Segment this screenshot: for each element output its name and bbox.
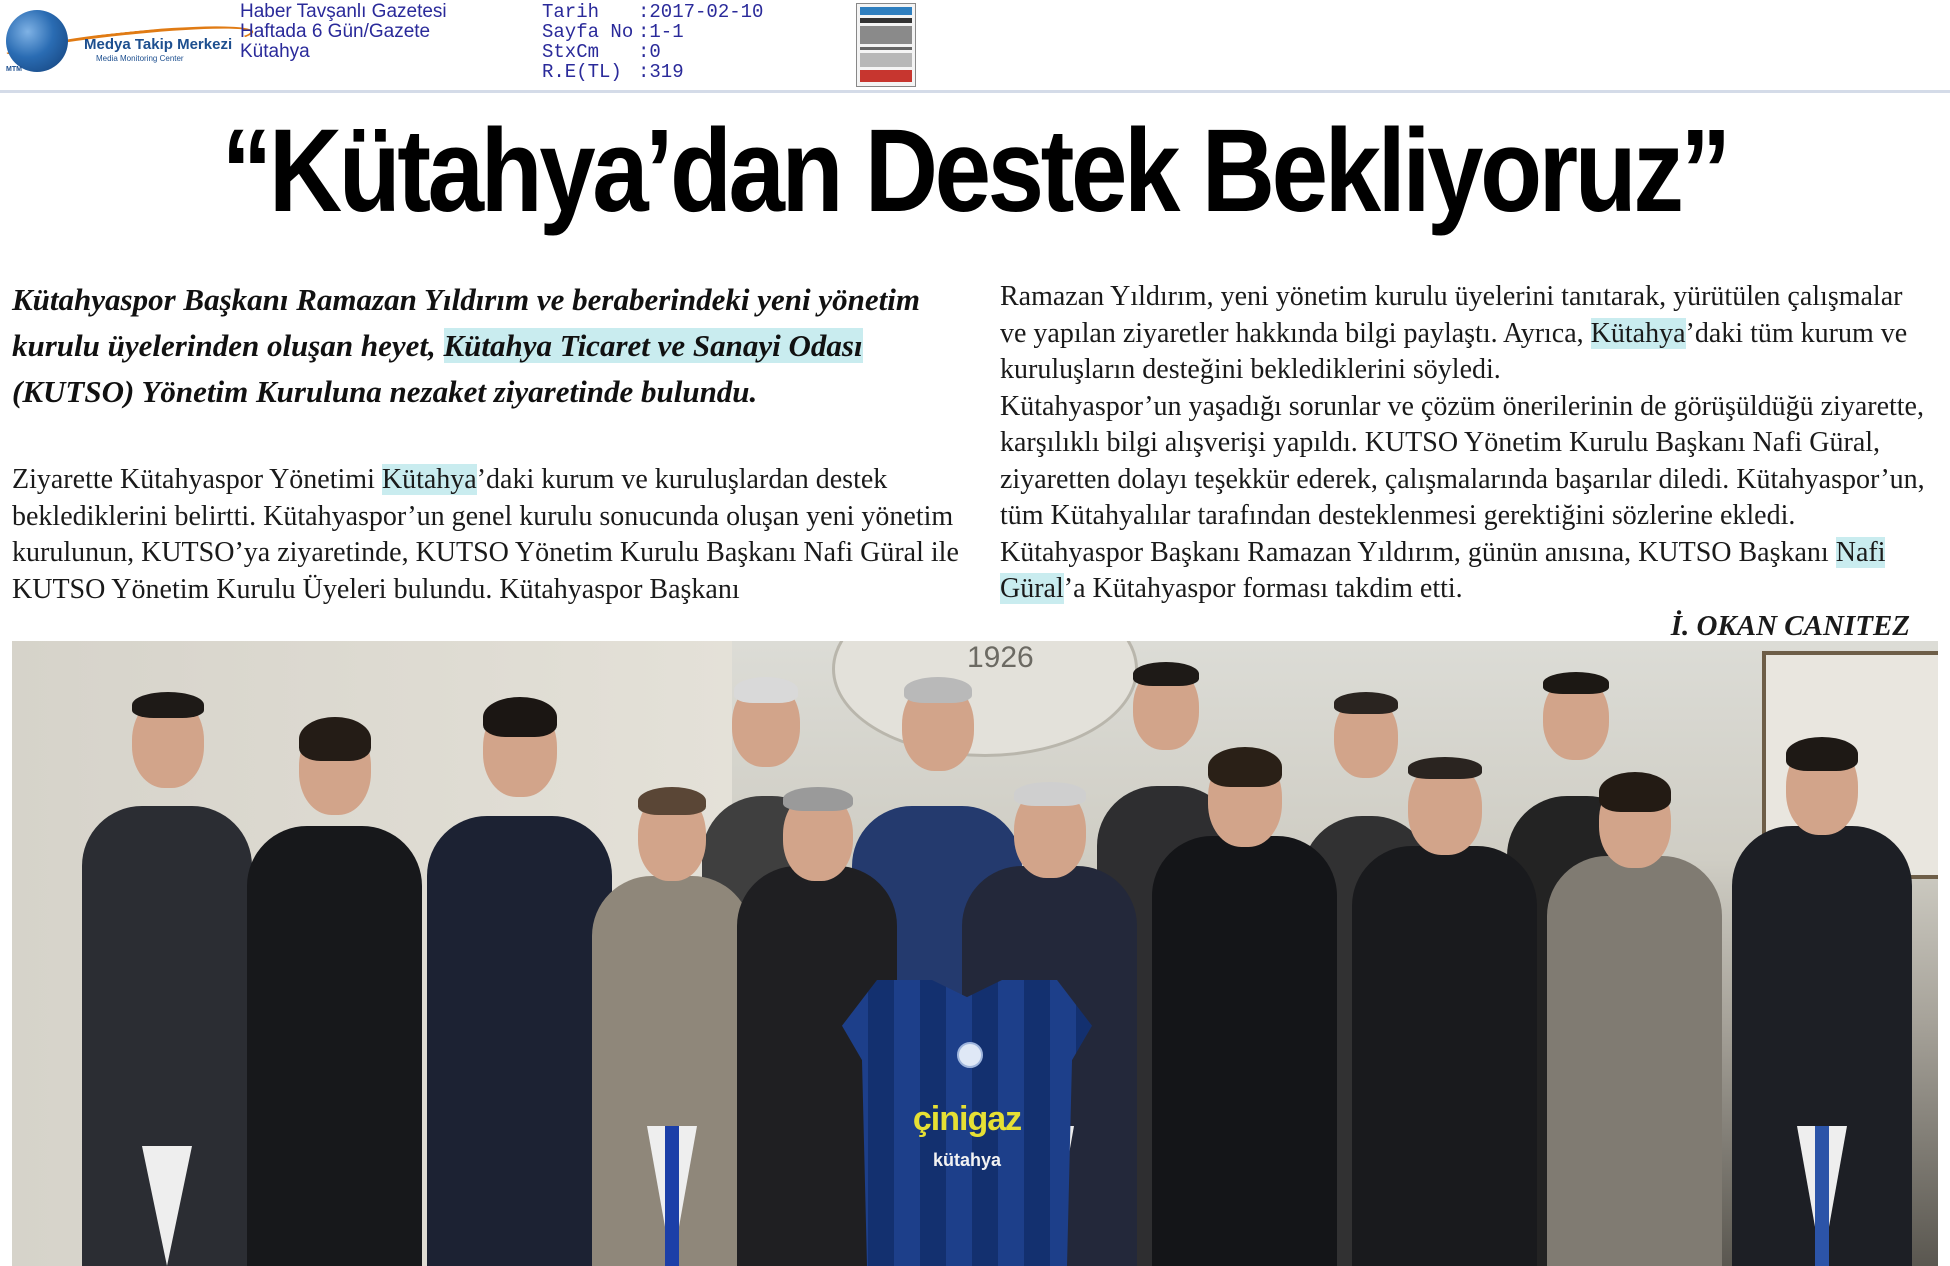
person-hair: [1599, 772, 1671, 812]
person-hair: [904, 677, 972, 703]
person-hair: [638, 787, 706, 815]
meta-date: [542, 2, 763, 22]
person-suit: [1152, 836, 1337, 1266]
photo-person: [592, 791, 752, 1266]
meta-value: :0: [638, 41, 661, 63]
person-suit: [1547, 856, 1722, 1266]
person-hair: [783, 787, 853, 811]
person-tie: [665, 1126, 679, 1266]
body-paragraph: [1000, 279, 1930, 389]
meta-key: StxCm: [542, 41, 600, 63]
photo-person: [1732, 741, 1912, 1266]
person-hair: [1543, 672, 1609, 694]
meta-key: Sayfa No: [542, 21, 634, 43]
source-info: [240, 2, 447, 62]
jersey-club-badge-icon: [957, 1042, 983, 1068]
body-text: Kütahyaspor’un yaşadığı sorunlar ve çözüm önerilerinin de görüşüldüğü ziyarette, karşılıklı bilgi alışverişi yapıldı. KUTSO Yönetim Kurulu Başkanı Nafi Güral, ziyaretten dolayı teşekkür ederek, çalışmalarında başarılar diledi. Kütahyaspor’un, tüm Kütahyalılar tarafından desteklenmesi gerektiğini sözlerine ekledi. Kütahyaspor Başkanı Ramazan Yıldırım, günün anısına, KUTSO Başkanı: [1000, 390, 1925, 568]
article-headline: [0, 96, 1950, 246]
source-frequency: Haftada 6 Gün/Gazete: [240, 21, 431, 42]
body-text: ’daki kurum ve kuruluşlardan destek beklediklerini belirtti. Kütahyaspor’un genel kurulu sonucunda oluşan yeni yönetim kurulunun, KUTSO’ya ziyaretinde, KUTSO Yönetim Kurulu Başkanı Nafi Güral ile KUTSO Yönetim Kurulu Üyeleri bulundu. Kütahyaspor Başkanı: [12, 464, 959, 605]
meta-value: :319: [638, 61, 684, 83]
body-text: ’daki tüm kurum ve kuruluşların desteğini beklediklerini söyledi.: [1000, 317, 1908, 385]
person-tie: [1815, 1126, 1829, 1266]
thumb-line: [860, 18, 912, 23]
person-hair: [132, 692, 204, 718]
photo-person: [1547, 776, 1722, 1266]
person-suit: [1352, 846, 1537, 1266]
thumb-line: [860, 47, 912, 50]
lead-text: Kütahyaspor Başkanı Ramazan Yıldırım ve beraberindeki yeni yönetim kurulu üyelerinden oluşan heyet,: [12, 282, 920, 363]
meta-stxcm: [542, 42, 763, 62]
photo-person: [82, 696, 252, 1266]
person-hair: [299, 717, 371, 761]
thumb-photo: [860, 26, 912, 44]
logo-subtitle: Media Monitoring Center: [96, 54, 184, 63]
photo-seal-year: 1926: [967, 641, 1034, 674]
meta-key: R.E(TL): [542, 61, 622, 83]
meta-value: :1-1: [638, 21, 684, 43]
thumb-masthead: [860, 7, 912, 15]
jersey-city: kütahya: [932, 1150, 1002, 1170]
person-hair: [1786, 737, 1858, 771]
source-city: Kütahya: [240, 41, 310, 62]
person-hair: [483, 697, 557, 737]
source-name: Haber Tavşanlı Gazetesi: [240, 1, 447, 22]
body-text: Ramazan Yıldırım, yeni yönetim kurulu üyelerini tanıtarak, yürütülen çalışmalar ve yapılan ziyaretler hakkında bilgi paylaştı. Ayrıca,: [1000, 281, 1903, 349]
article-column-left: [12, 462, 962, 608]
article-column-right: [1000, 279, 1930, 644]
newspaper-page-thumbnail[interactable]: [856, 3, 916, 87]
lead-text: (KUTSO) Yönetim Kuruluna nezaket ziyaretinde bulundu.: [12, 374, 758, 409]
mtm-logo: [4, 6, 236, 76]
clipping-header: [0, 0, 1950, 94]
article-lead: [12, 277, 962, 415]
photo-person: [427, 701, 612, 1266]
thumb-ad: [860, 70, 912, 82]
logo-name: Medya Takip Merkezi: [84, 36, 233, 53]
photo-person: [1152, 751, 1337, 1266]
body-text: ’a Kütahyaspor forması takdim etti.: [1063, 573, 1463, 604]
thumb-text: [860, 53, 912, 67]
person-suit: [427, 816, 612, 1266]
logo-mark: MTM: [6, 66, 22, 73]
person-hair: [734, 677, 798, 703]
person-hair: [1208, 747, 1282, 787]
body-text: Ziyarette Kütahyaspor Yönetimi: [12, 464, 382, 495]
body-highlight: Kütahya: [381, 464, 477, 495]
body-paragraph: [1000, 389, 1930, 645]
body-highlight: Nafi Güral: [1000, 536, 1886, 604]
headline-text: “Kütahya’dan Destek Bekliyoruz”: [221, 105, 1729, 237]
meta-key: Tarih: [542, 1, 600, 23]
person-hair: [1408, 757, 1482, 779]
jersey-sponsor: çinigaz: [912, 1100, 1022, 1138]
person-hair: [1334, 692, 1398, 714]
meta-re: [542, 62, 763, 82]
globe-icon: [6, 10, 68, 72]
body-paragraph-text: [1000, 389, 1930, 608]
person-hair: [1014, 782, 1086, 806]
meta-page: [542, 22, 763, 42]
person-hair: [1133, 662, 1199, 686]
photo-person: [1352, 761, 1537, 1266]
meta-value: :2017-02-10: [638, 1, 764, 23]
article-byline: İ. OKAN CANITEZ: [1670, 609, 1910, 642]
photo-person: [247, 721, 422, 1266]
body-highlight: Kütahya: [1590, 317, 1686, 349]
lead-highlight: Kütahya Ticaret ve Sanayi Odası: [443, 328, 863, 363]
person-suit: [247, 826, 422, 1266]
header-divider: [0, 90, 1950, 93]
clipping-meta: [542, 2, 763, 82]
